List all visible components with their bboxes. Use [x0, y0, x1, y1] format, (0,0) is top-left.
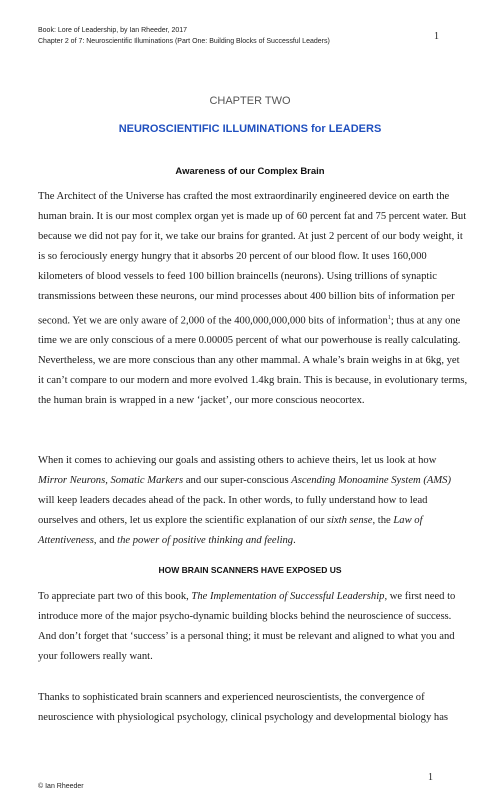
italic-term: Law of Attentiveness — [38, 515, 423, 547]
paragraph-text: The Architect of the Universe has crafted the most extraordinarily engineered device on earth the human brain. It is our most complex organ yet is made up of 60 percent fat and 75 percent water. But because we did not pay for it, we take our brains for granted. At just 2 percent of our body weight, it is so ferociously energy hungry that it absorbs 20 percent of our blood flow. It uses 160,000 kilometers of blood vessels to feed 100 billion braincells (neurons). Using trillions of synaptic transmissions between these neurons, our mind processes about 400 billion bits of information per second. Yet we are only aware of 2,000 of the 400,000,000,000 bits of information — [38, 191, 467, 327]
paragraph-text: When it comes to achieving our goals and assisting others to achieve theirs, let us look at how — [38, 455, 437, 466]
paragraph-brain-intro — [38, 187, 468, 412]
paragraph-text: , the — [372, 515, 394, 527]
running-header-book: Book: Lore of Leadership, by Ian Rheeder, 2017 — [38, 27, 188, 34]
footer-page-number: 1 — [428, 772, 433, 783]
header-page-number: 1 — [434, 31, 439, 42]
italic-term: The Implementation of Successful Leadership — [191, 591, 385, 602]
chapter-title: NEUROSCIENTIFIC ILLUMINATIONS for LEADERS — [118, 123, 382, 135]
paragraph-part-two — [38, 587, 468, 667]
paragraph-goals — [38, 451, 468, 551]
italic-term: sixth sense — [326, 515, 373, 527]
section-heading-scanners: HOW BRAIN SCANNERS HAVE EXPOSED US — [158, 565, 342, 575]
italic-term: Somatic Markers — [110, 475, 184, 487]
footnote-marker[interactable]: 1 — [387, 314, 391, 321]
chapter-label: CHAPTER TWO — [209, 95, 291, 107]
paragraph-text: , we first need to introduce more of the major psycho-dynamic building blocks behind the neuroscience of success. And don’t forget that ‘success’ is a personal thing; it must be relevant and aligned to what you and your followers really want. — [38, 591, 456, 663]
italic-term: the power of positive thinking and feeling — [117, 535, 294, 547]
paragraph-brain-scanners: Thanks to sophisticated brain scanners and experienced neuroscientists, the convergence of neuroscience with physiological psychology, clinical psychology and developmental biology has — [38, 692, 449, 724]
section-heading-brain: Awareness of our Complex Brain — [175, 166, 325, 177]
paragraph-text: , and — [93, 535, 118, 547]
paragraph-text: , — [105, 475, 111, 487]
footer-copyright: © Ian Rheeder — [38, 783, 84, 790]
italic-term: Mirror Neurons — [38, 475, 106, 487]
italic-term: Ascending Monoamine System (AMS) — [291, 475, 451, 487]
paragraph-text: To appreciate part two of this book, — [38, 591, 192, 602]
running-header-chapter: Chapter 2 of 7: Neuroscientific Illuminations (Part One: Building Blocks of Successful Leaders) — [38, 38, 330, 45]
paragraph-text: . — [293, 535, 296, 547]
paragraph-text: will keep leaders decades ahead of the pack. In other words, to fully understand how to lead ourselves and others, let us explore the scientific explanation of our — [38, 495, 428, 527]
paragraph-text: ; thus at any one time we are only conscious of a mere 0.00005 percent of what our powerhouse is really calculating. Nevertheless, we are more conscious than any other mammal. A whale’s brain weighs in at 6kg, yet it can’t compare to our modern and more evolved 1.4kg brain. This is because, in evolutionary terms, the human brain is wrapped in a new ‘jacket’, our more conscious neocortex. — [38, 315, 468, 407]
paragraph-text: and our super-conscious — [183, 475, 292, 487]
